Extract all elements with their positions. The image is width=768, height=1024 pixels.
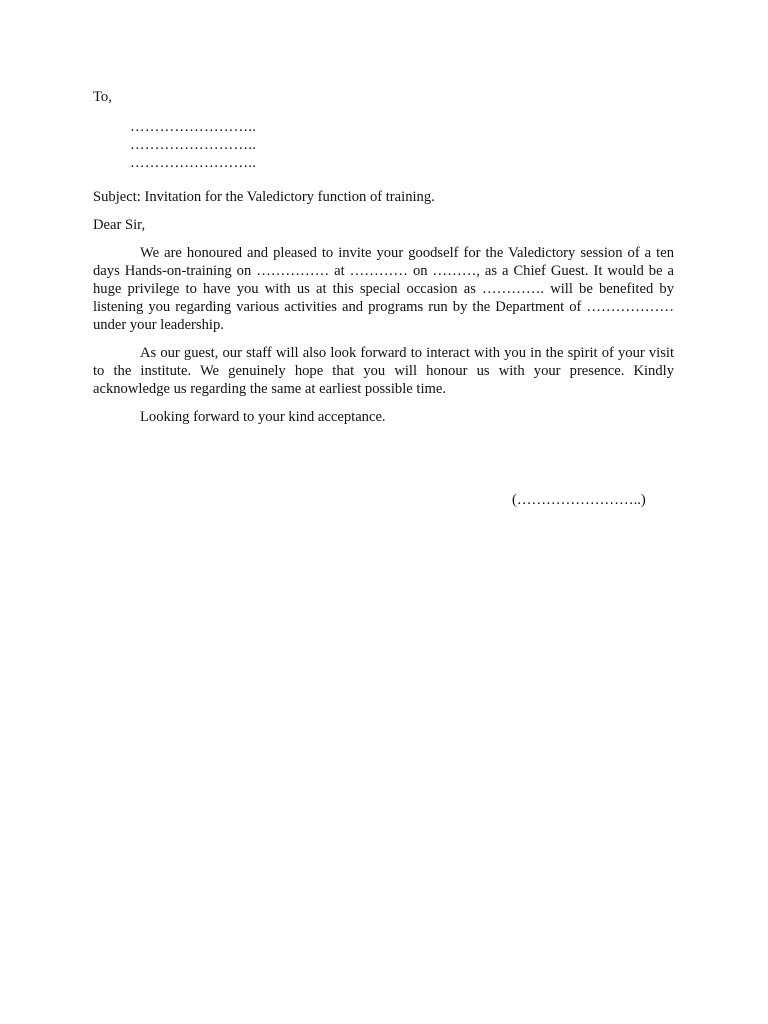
addressee-to: To, — [93, 89, 112, 105]
closing-line: Looking forward to your kind acceptance. — [140, 409, 386, 425]
address-line: …………………….. — [130, 137, 257, 153]
address-line: …………………….. — [130, 155, 257, 171]
body-paragraph: As our guest, our staff will also look forward to interact with you in the spirit of your visit to the institute. We genuinely hope that you will honour us with your presence. Kindly acknowledge us regarding the same at earliest possible time. — [93, 345, 674, 397]
signature-placeholder: (……………………..) — [512, 492, 646, 508]
salutation: Dear Sir, — [93, 217, 146, 233]
body-paragraph: We are honoured and pleased to invite your goodself for the Valedictory session of a ten days Hands-on-training on …………… at ………… on ………, as a Chief Guest. It would be a huge privilege to have you with us at this special occasion as …………. will be benefited by listening you regarding various activities and programs run by the Department of ……………… under your leadership. — [93, 245, 674, 333]
letter-body — [93, 88, 674, 426]
address-line: …………………….. — [130, 119, 257, 135]
subject-line: Subject: Invitation for the Valedictory function of training. — [93, 189, 435, 205]
address-block — [130, 118, 674, 172]
